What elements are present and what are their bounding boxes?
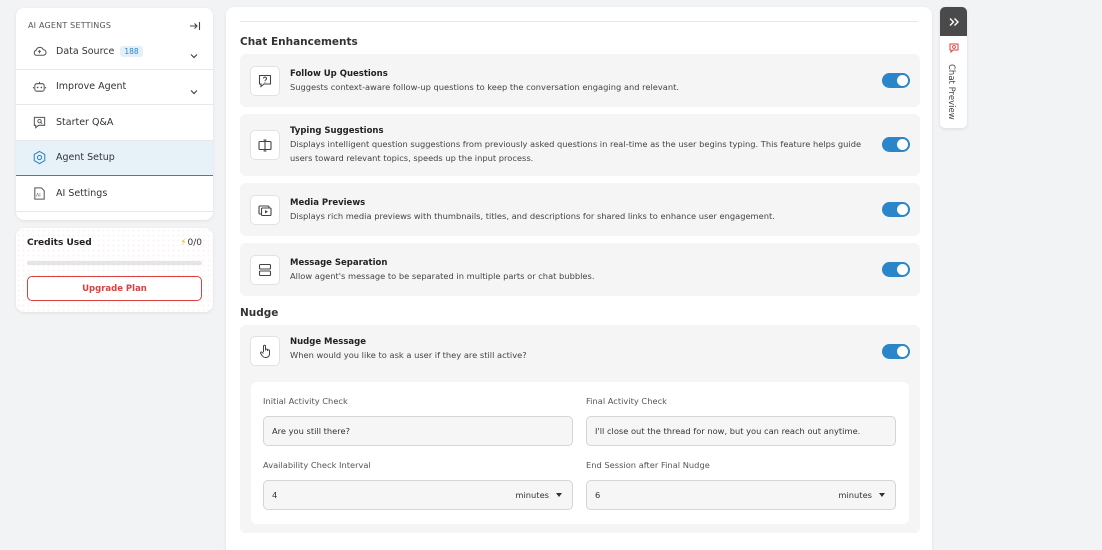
cloud-icon [31, 43, 47, 59]
sidebar-item-label: Starter Q&A [56, 116, 114, 128]
caret-down-icon [556, 493, 562, 497]
sidebar-title: AI AGENT SETTINGS [28, 21, 112, 30]
question-bubble-icon [250, 66, 280, 96]
svg-text:AI: AI [35, 193, 41, 199]
nudge-heading: Nudge [240, 307, 279, 319]
end-session-input[interactable] [586, 480, 896, 510]
feature-media-previews [240, 183, 920, 236]
feature-message-separation [240, 243, 920, 296]
divider [240, 21, 918, 22]
feature-description: When would you like to ask a user if they are still active? [290, 350, 527, 360]
feature-title: Media Previews [290, 197, 366, 208]
chevron-down-icon[interactable] [189, 46, 199, 56]
sidebar-item-improve-agent[interactable] [16, 70, 213, 106]
toggle-knob [897, 264, 908, 275]
collapse-sidebar-icon[interactable] [189, 20, 201, 32]
agent-setup-panel [226, 7, 932, 550]
feature-title: Follow Up Questions [290, 68, 388, 79]
sidebar-item-label: AI Settings [56, 187, 108, 199]
sidebar-item-label: Data Source [56, 45, 115, 57]
chat-preview-label: Chat Preview [946, 64, 956, 120]
toggle-knob [897, 346, 908, 357]
toggle-knob [897, 139, 908, 150]
follow-up-questions-toggle[interactable] [882, 73, 910, 88]
feature-title: Typing Suggestions [290, 126, 384, 136]
credits-card [16, 228, 213, 312]
interval-unit-select[interactable] [515, 486, 562, 504]
availability-check-interval-input[interactable] [263, 480, 573, 510]
feature-follow-up-questions [240, 54, 920, 107]
nudge-settings [251, 382, 909, 524]
credits-title: Credits Used [27, 238, 92, 248]
end-session-label: End Session after Final Nudge [586, 460, 710, 470]
feature-description: Displays rich media previews with thumbnails, titles, and descriptions for shared links to enhance user engagement. [290, 210, 775, 221]
pointer-hand-icon [250, 336, 280, 366]
feature-typing-suggestions [240, 114, 920, 176]
keyboard-icon [250, 130, 280, 160]
feature-title: Message Separation [290, 257, 388, 268]
caret-down-icon [879, 493, 885, 497]
end-session-unit-select[interactable] [838, 486, 885, 504]
credits-count [180, 238, 202, 248]
sidebar-item-starter-qa[interactable] [16, 105, 213, 141]
ai-document-icon [31, 185, 47, 201]
robot-icon [31, 79, 47, 95]
availability-check-interval-label: Availability Check Interval [263, 460, 371, 470]
media-icon [250, 195, 280, 225]
feature-title: Nudge Message [290, 337, 366, 347]
initial-activity-check-input[interactable]: Are you still there? [263, 416, 573, 446]
interval-unit-label: minutes [515, 490, 549, 500]
message-separation-toggle[interactable] [882, 262, 910, 277]
chat-question-icon [31, 114, 47, 130]
feature-description: Allow agent's message to be separated in multiple parts or chat bubbles. [290, 270, 595, 281]
feature-description: Displays intelligent question suggestions from previously asked questions in real-time as the user begins typing. This feature helps guide users toward relevant topics, speeds up the input process. [290, 139, 862, 163]
data-source-count-badge: 188 [120, 46, 142, 57]
sidebar-item-ai-settings[interactable] [16, 176, 213, 212]
initial-activity-check-label: Initial Activity Check [263, 396, 348, 406]
sidebar [16, 8, 213, 220]
chat-bubble-icon [940, 42, 967, 54]
double-chevron-right-icon[interactable] [940, 7, 967, 36]
end-session-unit-label: minutes [838, 490, 872, 500]
sidebar-item-data-source[interactable] [16, 34, 213, 70]
bolt-icon: ⚡ [180, 238, 187, 248]
split-message-icon [250, 255, 280, 285]
end-session-value: 6 [595, 490, 601, 500]
final-activity-check-input[interactable]: I'll close out the thread for now, but you can reach out anytime. [586, 416, 896, 446]
toggle-knob [897, 204, 908, 215]
chevron-down-icon[interactable] [189, 82, 199, 92]
sidebar-item-agent-setup[interactable] [16, 141, 213, 177]
interval-value: 4 [272, 490, 278, 500]
upgrade-plan-button[interactable]: Upgrade Plan [27, 276, 202, 301]
sidebar-header [16, 8, 213, 34]
sidebar-item-label: Improve Agent [56, 81, 127, 93]
typing-suggestions-toggle[interactable] [882, 137, 910, 152]
media-previews-toggle[interactable] [882, 202, 910, 217]
chat-preview-tab[interactable] [940, 7, 967, 128]
chat-enhancements-heading: Chat Enhancements [240, 36, 358, 48]
toggle-knob [897, 75, 908, 86]
sidebar-item-label: Agent Setup [56, 152, 115, 164]
credits-progress-bar [27, 261, 202, 265]
final-activity-check-label: Final Activity Check [586, 396, 667, 406]
feature-description: Suggests context-aware follow-up questions to keep the conversation engaging and relevant. [290, 81, 680, 92]
nudge-message-toggle[interactable] [882, 344, 910, 359]
credits-count-value: 0/0 [187, 238, 202, 248]
gear-icon [31, 150, 47, 166]
